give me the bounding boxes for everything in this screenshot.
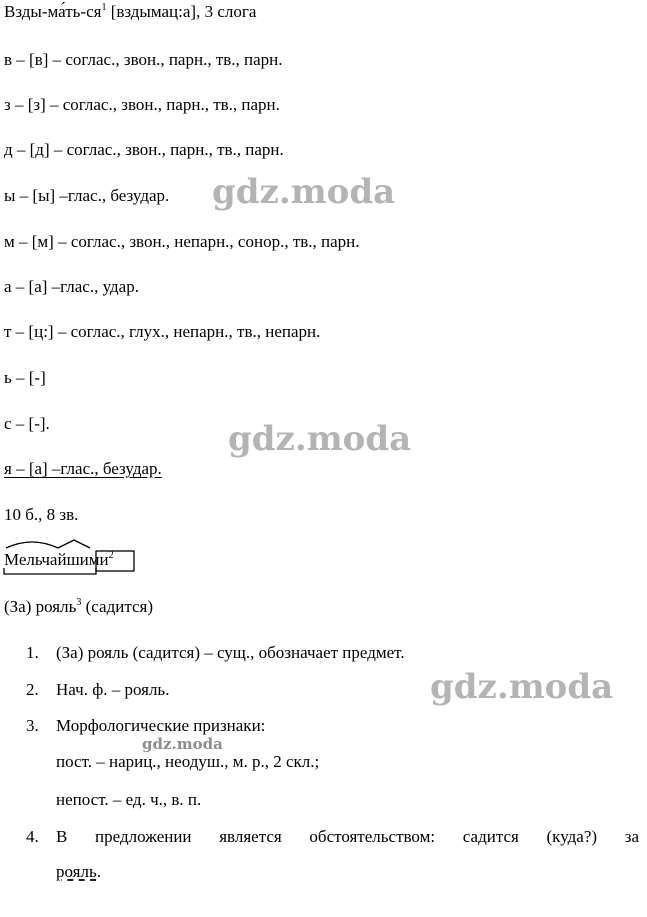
header-line: [4, 2, 256, 22]
ending-box: [96, 551, 134, 571]
list-item: (За) рояль (садится) – сущ., обозначает предмет.: [56, 643, 405, 662]
phonetic-row: с – [-].: [4, 414, 50, 433]
letters-sounds-summary: 10 б., 8 зв.: [4, 505, 79, 524]
phonetic-row: ы – [ы] –глас., безудар.: [4, 186, 170, 205]
phonetic-row: д – [д] – соглас., звон., парн., тв., парн.: [4, 140, 284, 159]
phrase-line: [4, 597, 153, 617]
header-word: Взды-ма́ть-ся: [4, 2, 102, 21]
list-item-detail: непост. – ед. ч., в. п.: [56, 790, 202, 809]
morpheme-footnote: 2: [108, 550, 114, 561]
phonetic-row: а – [а] –глас., удар.: [4, 277, 139, 296]
phonetic-row: ь – [-]: [4, 368, 46, 387]
list-number: 3.: [26, 716, 39, 735]
phonetic-row: в – [в] – соглас., звон., парн., тв., парн.: [4, 50, 283, 69]
phonetic-row: м – [м] – соглас., звон., непарн., сонор., тв., парн.: [4, 232, 360, 251]
list-item: Морфологические признаки:: [56, 716, 266, 735]
watermark: gdz.moda: [142, 735, 223, 753]
suffix-mark: [58, 540, 90, 548]
stem-bracket: [4, 568, 96, 574]
root-arc: [6, 542, 58, 548]
header-transcription: [вздымац:а], 3 слога: [110, 2, 257, 21]
list-item-detail: пост. – нариц., неодуш., м. р., 2 скл.;: [56, 752, 320, 771]
list-item-continuation: рояль.: [56, 862, 101, 881]
phrase-end: (садится): [85, 597, 153, 616]
phonetic-row: з – [з] – соглас., звон., парн., тв., парн.: [4, 95, 280, 114]
watermark: gdz.moda: [228, 419, 412, 459]
list-number: 2.: [26, 680, 39, 699]
phonetic-row-last: я – [а] –глас., безудар.: [4, 459, 162, 478]
morpheme-word: Мельчайшими$^2$: [4, 550, 114, 569]
list-item: В предложении является обстоятельством: садится (куда?) за: [56, 827, 639, 846]
list-item: Нач. ф. – рояль.: [56, 680, 170, 699]
list-number: 4.: [26, 827, 39, 846]
watermark: gdz.moda: [212, 172, 396, 212]
phonetic-row: т – [ц:] – соглас., глух., непарн., тв., непарн.: [4, 322, 321, 341]
list-number: 1.: [26, 643, 39, 662]
watermark: gdz.moda: [430, 667, 614, 707]
morpheme-marks: [0, 538, 150, 578]
phrase-footnote: 3: [76, 597, 82, 608]
morpheme-parse: [0, 538, 150, 574]
phrase-start: (За) рояль: [4, 597, 77, 616]
header-footnote: 1: [101, 2, 107, 13]
